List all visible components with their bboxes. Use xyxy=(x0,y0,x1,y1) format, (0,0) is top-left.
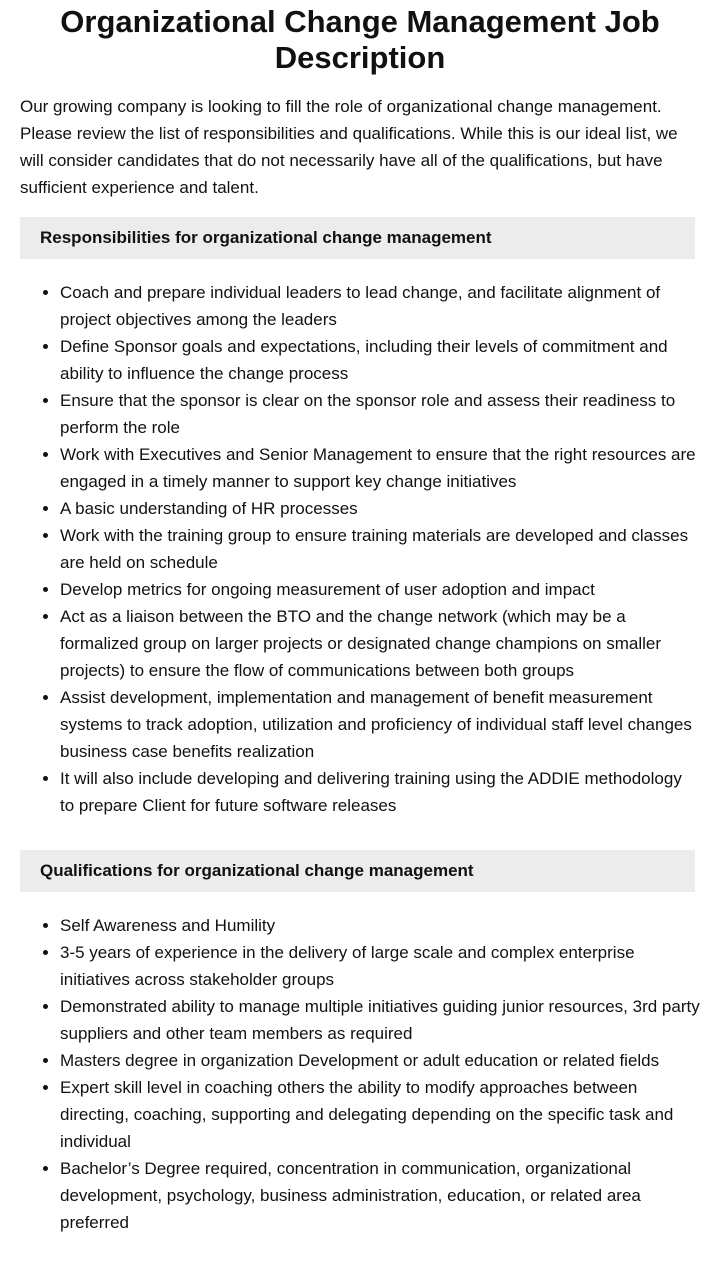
responsibilities-list xyxy=(20,279,700,819)
list-item: • Demonstrated ability to manage multiple initiatives guiding junior resources, 3rd party suppliers and other team members as required xyxy=(60,993,700,1047)
page-title: Organizational Change Management Job Description xyxy=(60,4,660,75)
list-item: • Work with the training group to ensure training materials are developed and classes are held on schedule xyxy=(60,522,700,576)
job-description xyxy=(0,4,720,1236)
list-item: • Ensure that the sponsor is clear on the sponsor role and assess their readiness to perform the role xyxy=(60,387,700,441)
qualifications-heading: Qualifications for organizational change management xyxy=(20,850,695,892)
responsibilities-heading: Responsibilities for organizational change management xyxy=(20,217,695,259)
list-item: • 3-5 years of experience in the delivery of large scale and complex enterprise initiatives across stakeholder groups xyxy=(60,939,700,993)
list-item: • Develop metrics for ongoing measurement of user adoption and impact xyxy=(60,576,700,603)
list-item: • Self Awareness and Humility xyxy=(60,912,700,939)
list-item: • Define Sponsor goals and expectations, including their levels of commitment and ability to influence the change process xyxy=(60,333,700,387)
intro-paragraph: Our growing company is looking to fill the role of organizational change management. Please review the list of responsibilities and qualifications. While this is our ideal list, we will consider candidates that do not necessarily have all of the qualifications, but have sufficient experience and talent. xyxy=(20,97,678,197)
list-item: • Bachelor’s Degree required, concentration in communication, organizational development, psychology, business administration, education, or related area preferred xyxy=(60,1155,700,1236)
list-item: • Expert skill level in coaching others the ability to modify approaches between directing, coaching, supporting and delegating depending on the specific task and individual xyxy=(60,1074,700,1155)
list-item: • A basic understanding of HR processes xyxy=(60,495,700,522)
qualifications-list xyxy=(20,912,700,1236)
list-item: • Coach and prepare individual leaders to lead change, and facilitate alignment of project objectives among the leaders xyxy=(60,279,700,333)
list-item: • Act as a liaison between the BTO and the change network (which may be a formalized group on larger projects or designated change champions on smaller projects) to ensure the flow of communications between both groups xyxy=(60,603,700,684)
list-item: • It will also include developing and delivering training using the ADDIE methodology to prepare Client for future software releases xyxy=(60,765,700,819)
list-item: • Assist development, implementation and management of benefit measurement systems to track adoption, utilization and proficiency of individual staff level changes business case benefits realization xyxy=(60,684,700,765)
list-item: • Masters degree in organization Development or adult education or related fields xyxy=(60,1047,700,1074)
list-item: • Work with Executives and Senior Management to ensure that the right resources are engaged in a timely manner to support key change initiatives xyxy=(60,441,700,495)
